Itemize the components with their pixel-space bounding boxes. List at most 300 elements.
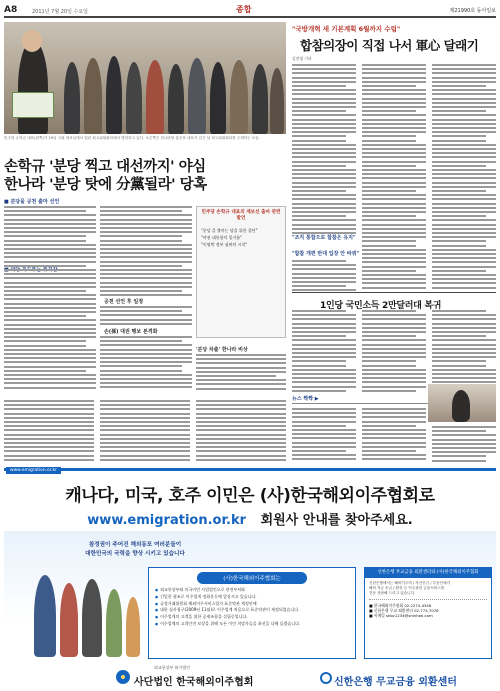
body-text-line — [292, 106, 356, 108]
body-text-line — [432, 98, 496, 100]
body-text-line — [292, 416, 356, 418]
body-text-line — [4, 446, 94, 448]
article1-subhead: '분당 차출' 한나라 비상 — [196, 347, 248, 353]
body-text-line — [362, 85, 416, 87]
body-text-line — [292, 72, 356, 74]
body-text-line — [4, 315, 86, 317]
body-text-line — [4, 235, 86, 237]
body-text-line — [432, 85, 486, 87]
body-text-line — [100, 273, 192, 275]
body-text-line — [432, 245, 486, 247]
body-text-line — [432, 232, 496, 234]
body-text-line — [292, 433, 356, 435]
body-text-line — [292, 215, 346, 217]
body-text-line — [4, 442, 94, 444]
body-text-line — [362, 148, 426, 150]
photo-person — [168, 64, 184, 134]
body-text-line — [4, 353, 96, 355]
body-text-line — [100, 340, 182, 342]
ad-bank-title: 신한은행 무교금융 외환센터와 (사)한국해외이주협회 — [365, 568, 491, 578]
body-text-line — [4, 219, 96, 221]
body-text-line — [4, 349, 96, 351]
body-text-line — [292, 81, 356, 83]
body-text-line — [432, 211, 496, 213]
ad-subtitle — [4, 509, 496, 528]
body-text-line — [4, 256, 96, 258]
body-text-line — [292, 429, 356, 431]
body-text-line — [292, 228, 356, 230]
ad-url[interactable]: www.emigration.or.kr — [87, 513, 247, 528]
article2-headline: 합참의장이 직접 나서 軍心 달래기 — [300, 38, 479, 53]
body-text-line — [100, 277, 192, 279]
photo-person — [64, 62, 80, 134]
page-header — [4, 4, 496, 18]
body-text-line — [100, 223, 192, 225]
body-text-line — [362, 240, 416, 242]
body-text-line — [4, 404, 94, 406]
body-text-line — [432, 348, 496, 350]
body-text-line — [362, 425, 416, 427]
body-text-line — [362, 215, 416, 217]
body-text-line — [4, 231, 96, 233]
body-text-line — [196, 362, 286, 364]
body-text-line — [100, 429, 190, 431]
body-text-line — [362, 356, 426, 358]
ad-promo-item: ● 대한 심사청구(2009년 11월)로 이주업계 처음으로 표준약관이 제정되었습니다. — [155, 607, 349, 614]
body-text-line — [292, 194, 356, 196]
association-logo-icon — [116, 670, 130, 684]
body-text-line — [196, 413, 286, 415]
body-text-line — [4, 400, 94, 402]
body-text-line — [4, 282, 96, 284]
ad-bank-line: 신한은행에서는 해외이주비 / 자산송금 / 부동산매각 — [369, 580, 451, 585]
issue-date: 2011년 7월 20일 수요일 — [32, 9, 89, 15]
body-text-line — [362, 318, 426, 320]
body-text-line — [362, 352, 426, 354]
body-text-line — [432, 64, 496, 66]
body-text-line — [100, 438, 190, 440]
body-text-line — [292, 123, 356, 125]
body-text-line — [196, 375, 276, 377]
body-text-line — [4, 273, 96, 275]
body-text-line — [292, 327, 356, 329]
body-text-line — [362, 287, 426, 289]
body-text-line — [432, 377, 496, 379]
photo-person — [188, 58, 206, 134]
body-text-line — [100, 386, 192, 388]
body-text-line — [292, 323, 356, 325]
brief-photo — [428, 384, 496, 422]
ad-sub-text: 회원사 안내를 찾아주세요. — [260, 513, 413, 528]
body-text-line — [432, 203, 496, 205]
body-text-line — [432, 219, 496, 221]
body-text-line — [432, 335, 486, 337]
body-text-line — [432, 165, 486, 167]
body-text-line — [362, 177, 426, 179]
photo-caption: 민주당 손학규 대표(왼쪽)가 19일 국회 대표실에서 열린 최고위원회의에서 발언하고 있다. 오른쪽은 한나라당 홍준표 대표가 같은 날 최고위원회의를 주재하는 모습. — [4, 136, 260, 140]
sidebox-title: 민주당 손학규 대표의 재보선 출마 관련 발언 — [201, 210, 281, 221]
body-text-line — [4, 214, 96, 216]
body-text-line — [4, 286, 96, 288]
body-text-line — [292, 85, 346, 87]
body-text-line — [4, 361, 96, 363]
body-text-line — [292, 169, 356, 171]
article1-subhead: ■ 분당을 공천 출마 선언 — [4, 199, 60, 205]
body-text-line — [4, 413, 94, 415]
body-text-line — [4, 261, 96, 263]
body-text-line — [100, 310, 182, 312]
body-text-line — [432, 236, 496, 238]
body-text-line — [292, 421, 356, 423]
body-text-line — [100, 214, 192, 216]
body-text-line — [362, 381, 426, 383]
article1-subhead: 손(孫) 대권 행보 본격화 — [104, 329, 158, 335]
body-text-line — [362, 373, 426, 375]
body-text-line — [196, 421, 286, 423]
body-text-line — [362, 68, 426, 70]
body-text-line — [292, 408, 356, 410]
body-text-line — [432, 140, 486, 142]
body-text-line — [362, 450, 416, 452]
body-text-line — [196, 417, 286, 419]
body-text-line — [292, 190, 346, 192]
body-text-line — [362, 169, 426, 171]
ad-promo-item: ● 공정거래위원회 해외이주서비스업자 표준약관 제정안에 — [155, 601, 349, 608]
main-headline-line1: 손학규 '분당 찍고 대선까지' 야심 — [4, 159, 206, 175]
body-text-line — [362, 228, 426, 230]
body-text-line — [362, 211, 426, 213]
body-text-line — [362, 119, 426, 121]
body-text-line — [292, 152, 356, 154]
body-text-line — [432, 110, 486, 112]
body-text-line — [292, 285, 346, 287]
body-text-line — [100, 353, 192, 355]
body-text-line — [432, 318, 496, 320]
body-text-line — [362, 327, 426, 329]
body-text-line — [362, 114, 426, 116]
body-text-line — [292, 348, 356, 350]
article1-subhead: 공천 선언 후 일정 — [104, 299, 144, 305]
ad-bank-contact[interactable]: ■ 이메일 shbc1234@shinhan.com — [369, 613, 433, 619]
body-text-line — [4, 340, 86, 342]
ad-slogan-line: 대한민국의 국력을 향상 시키고 있습니다 — [85, 551, 185, 557]
body-text-line — [292, 277, 356, 279]
photo-person — [270, 68, 284, 134]
body-text-line — [362, 161, 426, 163]
body-text-line — [100, 374, 192, 376]
body-text-line — [362, 257, 426, 259]
ad-promo-title: (사)한국해외이주협회는 — [197, 572, 307, 584]
body-text-line — [362, 433, 426, 435]
body-text-line — [292, 442, 356, 444]
body-text-line — [292, 335, 346, 337]
body-text-line — [4, 307, 96, 309]
article2-subhead: "조직 통합으로 합참은 유지" — [292, 235, 356, 241]
body-text-line — [4, 366, 96, 368]
body-text-line — [362, 219, 426, 221]
body-text-line — [196, 455, 286, 457]
body-text-line — [292, 203, 356, 205]
ad-promo-box — [148, 567, 356, 659]
body-text-line — [432, 373, 496, 375]
body-text-line — [4, 298, 96, 300]
ad-title: 캐나다, 미국, 호주 이민은 (사)한국해외이주협회로 — [65, 486, 435, 506]
sidebox-item: "이명박 정부 심판의 시작" — [201, 242, 248, 247]
body-text-line — [432, 135, 486, 137]
body-text-line — [432, 443, 496, 445]
article3-headline: 1인당 국민소득 2만달러대 복귀 — [320, 301, 442, 311]
body-text-line — [100, 319, 192, 321]
ad-org-tagline: 외교통상부 허가법인 — [154, 665, 191, 670]
body-text-line — [362, 253, 426, 255]
body-text-line — [292, 119, 356, 121]
body-text-line — [362, 344, 426, 346]
body-text-line — [292, 161, 356, 163]
body-text-line — [292, 165, 346, 167]
body-text-line — [100, 434, 190, 436]
ad-person — [126, 597, 140, 657]
body-text-line — [362, 77, 426, 79]
body-text-line — [4, 265, 86, 267]
body-text-line — [100, 231, 192, 233]
page-number: A8 — [4, 5, 18, 15]
body-text-line — [4, 206, 96, 208]
body-text-line — [4, 387, 96, 389]
body-text-line — [100, 378, 192, 380]
body-text-line — [196, 388, 286, 390]
body-text-line — [100, 450, 190, 452]
body-text-line — [362, 454, 426, 456]
body-text-line — [362, 429, 426, 431]
ad-slogan-line: 참정권이 주어진 해외동포 여러분들이 — [88, 542, 182, 548]
body-text-line — [362, 331, 426, 333]
body-text-line — [362, 81, 426, 83]
body-text-line — [362, 110, 416, 112]
body-text-line — [292, 177, 356, 179]
body-text-line — [362, 274, 426, 276]
body-text-line — [100, 459, 190, 461]
article2-kicker: "국방개혁 새 기본계획 6월까지 수립" — [292, 25, 401, 33]
body-text-line — [4, 277, 96, 279]
body-text-line — [432, 314, 496, 316]
body-text-line — [362, 339, 426, 341]
body-text-line — [292, 450, 346, 452]
body-text-line — [100, 240, 182, 242]
body-text-line — [362, 98, 426, 100]
body-text-line — [292, 454, 356, 456]
body-text-line — [4, 311, 96, 313]
body-text-line — [292, 458, 356, 460]
body-text-line — [362, 360, 416, 362]
body-text-line — [362, 282, 426, 284]
body-text-line — [292, 268, 356, 270]
body-text-line — [432, 257, 496, 259]
body-text-line — [432, 323, 496, 325]
body-text-line — [432, 451, 496, 453]
body-text-line — [292, 373, 356, 375]
photo-face — [22, 30, 42, 52]
body-text-line — [432, 81, 496, 83]
body-text-line — [4, 252, 96, 254]
body-text-line — [292, 369, 356, 371]
body-text-line — [432, 460, 486, 462]
ad-top-url[interactable]: www.emigration.or.kr — [6, 467, 61, 474]
body-text-line — [362, 123, 426, 125]
body-text-line — [432, 77, 496, 79]
ad-org-name: 사단법인 한국해외이주협회 — [134, 677, 254, 688]
ad-bank-line: 전문 상담해 드리고 있습니다. — [369, 590, 416, 595]
body-text-line — [4, 319, 96, 321]
body-text-line — [196, 354, 286, 356]
body-text-line — [292, 156, 356, 158]
body-text-line — [4, 378, 96, 380]
body-text-line — [196, 400, 286, 402]
body-text-line — [362, 278, 426, 280]
body-text-line — [4, 345, 86, 347]
body-text-line — [362, 156, 426, 158]
body-text-line — [362, 190, 416, 192]
news-briefs-title: 뉴스 짝짝 ▶ — [292, 396, 319, 402]
body-text-line — [432, 72, 496, 74]
bank-logo-icon — [320, 672, 332, 684]
body-text-line — [362, 232, 426, 234]
body-text-line — [432, 131, 496, 133]
body-text-line — [432, 156, 496, 158]
body-text-line — [362, 365, 416, 367]
body-text-line — [362, 102, 426, 104]
body-text-line — [432, 190, 486, 192]
sidebox — [196, 206, 286, 338]
body-text-line — [4, 269, 96, 271]
body-text-line — [100, 282, 192, 284]
body-text-line — [432, 68, 496, 70]
photo-person — [84, 58, 102, 134]
body-text-line — [292, 437, 356, 439]
body-text-line — [100, 210, 182, 212]
body-text-line — [362, 437, 426, 439]
body-text-line — [432, 148, 496, 150]
body-text-line — [196, 442, 286, 444]
photo-sign — [12, 92, 54, 118]
article2-byline: 김진영 기자 — [292, 56, 312, 61]
photo-person — [230, 60, 248, 134]
body-text-line — [292, 140, 346, 142]
body-text-line — [362, 131, 426, 133]
body-text-line — [362, 335, 416, 337]
body-text-line — [196, 371, 286, 373]
body-text-line — [432, 261, 496, 263]
body-text-line — [100, 261, 192, 263]
body-text-line — [4, 227, 96, 229]
body-text-line — [100, 349, 192, 351]
ad-promo-item: ● 이주업계의 고객을 위한 공제조합을 설립중입니다. — [155, 614, 349, 621]
body-text-line — [292, 182, 356, 184]
body-text-line — [100, 248, 192, 250]
body-text-line — [432, 439, 496, 441]
body-text-line — [432, 365, 486, 367]
body-text-line — [196, 408, 286, 410]
section-divider — [292, 292, 496, 293]
body-text-line — [362, 369, 426, 371]
body-text-line — [432, 224, 496, 226]
body-text-line — [100, 306, 192, 308]
body-text-line — [292, 356, 356, 358]
main-photo — [4, 22, 286, 134]
body-text-line — [196, 438, 286, 440]
body-text-line — [4, 450, 94, 452]
body-text-line — [100, 382, 192, 384]
main-headline-line2: 한나라 '분당 탓에 分黨될라' 당혹 — [4, 177, 207, 193]
body-text-line — [432, 177, 496, 179]
body-text-line — [362, 408, 426, 410]
body-text-line — [4, 328, 96, 330]
body-text-line — [362, 64, 426, 66]
body-text-line — [432, 434, 496, 436]
body-text-line — [432, 215, 486, 217]
body-text-line — [362, 203, 426, 205]
body-text-line — [292, 93, 356, 95]
body-text-line — [292, 148, 356, 150]
body-text-line — [432, 152, 496, 154]
body-text-line — [362, 458, 426, 460]
body-text-line — [100, 404, 190, 406]
body-text-line — [292, 260, 346, 262]
body-text-line — [100, 252, 192, 254]
body-text-line — [100, 294, 192, 296]
body-text-line — [4, 429, 94, 431]
ad-bank-box — [364, 567, 492, 659]
body-text-line — [432, 447, 496, 449]
body-text-line — [432, 114, 496, 116]
body-text-line — [432, 144, 496, 146]
body-text-line — [292, 114, 356, 116]
body-text-line — [432, 282, 496, 284]
body-text-line — [100, 413, 190, 415]
body-text-line — [100, 206, 192, 208]
body-text-line — [100, 344, 192, 346]
body-text-line — [362, 348, 426, 350]
body-text-line — [362, 446, 426, 448]
body-text-line — [432, 182, 496, 184]
body-text-line — [100, 446, 190, 448]
body-text-line — [362, 249, 426, 251]
body-text-line — [362, 152, 426, 154]
body-text-line — [292, 360, 346, 362]
ad-bank-contact: ■ 신한은행 무교 외환센터 02-773-7076 — [369, 608, 439, 613]
body-text-line — [362, 245, 416, 247]
body-text-line — [362, 261, 426, 263]
sidebox-items — [197, 225, 285, 250]
body-text-line — [292, 446, 356, 448]
body-text-line — [362, 416, 426, 418]
body-text-line — [292, 377, 356, 379]
body-text-line — [432, 287, 496, 289]
body-text-line — [362, 207, 426, 209]
ad-slogan — [26, 541, 244, 559]
body-text-line — [432, 169, 496, 171]
body-text-line — [432, 270, 486, 272]
body-text-line — [362, 135, 416, 137]
body-text-line — [362, 140, 416, 142]
body-text-line — [292, 381, 356, 383]
body-text-line — [4, 374, 96, 376]
body-text-line — [100, 361, 192, 363]
body-text-line — [100, 314, 192, 316]
body-text-line — [432, 198, 496, 200]
body-text-line — [432, 102, 496, 104]
body-text-line — [4, 303, 96, 305]
body-text-line — [362, 224, 426, 226]
